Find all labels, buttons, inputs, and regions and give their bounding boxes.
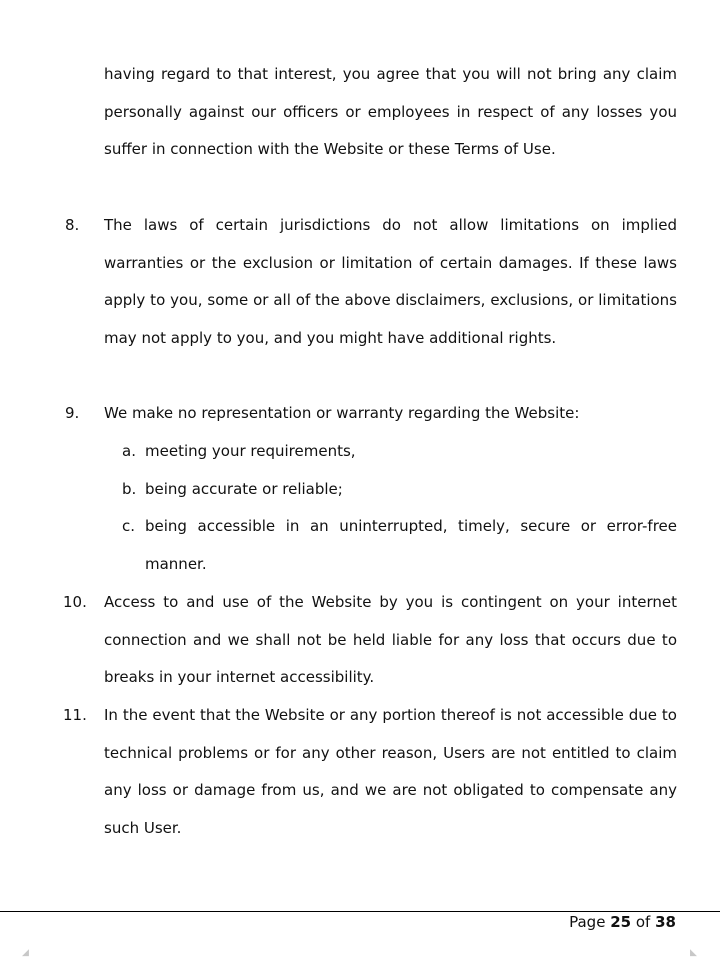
page-number-footer <box>569 911 676 933</box>
sub-item-b-letter: b. <box>122 480 137 498</box>
list-number-10: 10. <box>63 593 87 611</box>
continued-paragraph: having regard to that interest, you agree that you will not bring any claim personally against our officers or employees in respect of any losses you suffer in connection with the Website or these Terms of Use. <box>104 65 677 159</box>
corner-mark-left: ◢ <box>22 948 29 958</box>
paragraph-11: In the event that the Website or any portion thereof is not accessible due to technical problems or for any other reason, Users are not entitled to claim any loss or damage from us, and we are not obligated to compensate any such User. <box>104 706 677 838</box>
sub-item-c-letter: c. <box>122 517 136 535</box>
current-page: 25 <box>610 913 632 931</box>
sub-item-b-text: being accurate or reliable; <box>145 480 343 498</box>
page-label: Page <box>569 913 606 931</box>
paragraph-8: The laws of certain jurisdictions do not allow limitations on implied warranties or the exclusion or limitation of certain damages. If these laws apply to you, some or all of the above disclaimers, exclusions, or limitations may not apply to you, and you might have additional rights. <box>104 216 677 348</box>
list-number-9: 9. <box>65 404 80 422</box>
list-number-11: 11. <box>63 706 87 724</box>
of-label: of <box>635 913 651 931</box>
total-pages: 38 <box>655 913 676 931</box>
sub-item-a-text: meeting your requirements, <box>145 442 356 460</box>
paragraph-10: Access to and use of the Website by you is contingent on your internet connection and we shall not be held liable for any loss that occurs due to breaks in your internet accessibility. <box>104 593 677 687</box>
corner-mark-right: ◣ <box>690 948 697 958</box>
sub-item-c-text: being accessible in an uninterrupted, timely, secure or error-free manner. <box>145 517 677 573</box>
list-number-8: 8. <box>65 216 80 234</box>
sub-item-a-letter: a. <box>122 442 136 460</box>
paragraph-9: We make no representation or warranty regarding the Website: <box>104 404 580 422</box>
